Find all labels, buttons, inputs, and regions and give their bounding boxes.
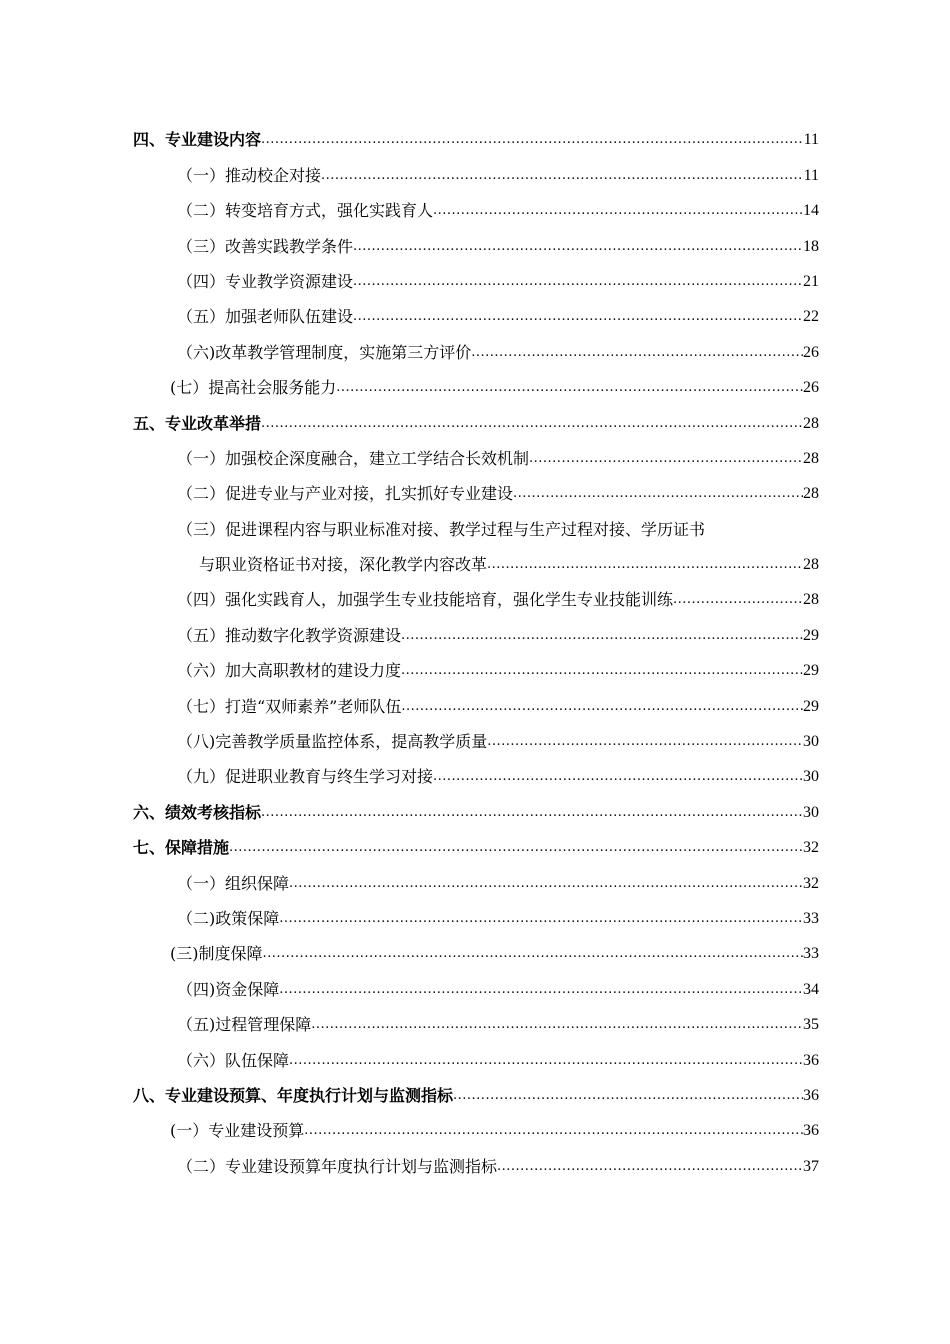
toc-page-number: 36 bbox=[803, 1086, 819, 1104]
dot-leader bbox=[453, 1086, 803, 1112]
dot-leader bbox=[279, 980, 803, 1006]
toc-page-number: 28 bbox=[803, 556, 819, 574]
toc-page-number: 11 bbox=[803, 131, 819, 149]
toc-section-entry[interactable] bbox=[133, 616, 819, 651]
toc-section-entry[interactable] bbox=[133, 652, 819, 687]
toc-page-number: 28 bbox=[803, 414, 819, 432]
toc-entry-title: 六、绩效考核指标 bbox=[133, 802, 262, 822]
dot-leader bbox=[487, 555, 803, 581]
toc-section-entry[interactable] bbox=[133, 298, 819, 333]
dot-leader bbox=[321, 166, 804, 192]
toc-entry-title: 七、保障措施 bbox=[133, 838, 230, 858]
toc-entry-title: （五)过程管理保障 bbox=[177, 1015, 312, 1035]
toc-page-number: 26 bbox=[803, 343, 819, 361]
toc-page-number: 22 bbox=[803, 308, 819, 326]
toc-entry-title: 八、专业建设预算、年度执行计划与监测指标 bbox=[133, 1085, 454, 1105]
table-of-contents bbox=[133, 121, 819, 1183]
toc-page-number: 33 bbox=[803, 909, 819, 927]
dot-leader bbox=[513, 484, 803, 510]
toc-section-entry[interactable] bbox=[133, 723, 819, 758]
toc-entry-title: （九）促进职业教育与终生学习对接 bbox=[177, 767, 434, 787]
toc-entry-title: （六)改革教学管理制度，实施第三方评价 bbox=[177, 342, 472, 362]
toc-page-number: 29 bbox=[803, 697, 819, 715]
toc-section-entry[interactable] bbox=[133, 1006, 819, 1041]
toc-page-number: 14 bbox=[803, 202, 819, 220]
toc-section-entry[interactable] bbox=[133, 475, 819, 510]
toc-entry-title: 五、专业改革举措 bbox=[133, 413, 262, 433]
toc-page-number: 28 bbox=[803, 591, 819, 609]
toc-page-number: 30 bbox=[803, 733, 819, 751]
toc-page-number: 32 bbox=[803, 874, 819, 892]
toc-entry-title: （一）组织保障 bbox=[177, 873, 290, 893]
dot-leader bbox=[401, 626, 803, 652]
toc-section-entry[interactable] bbox=[133, 369, 819, 404]
dot-leader bbox=[263, 944, 804, 970]
toc-page-number: 28 bbox=[803, 449, 819, 467]
dot-leader bbox=[497, 1157, 803, 1183]
toc-entry-title: （四）强化实践育人，加强学生专业技能培育，强化学生专业技能训练 bbox=[177, 590, 674, 610]
dot-leader bbox=[487, 732, 803, 758]
toc-page-number: 18 bbox=[803, 237, 819, 255]
toc-page-number: 29 bbox=[803, 626, 819, 644]
toc-section-entry[interactable] bbox=[133, 510, 819, 545]
toc-entry-title: （五）推动数字化教学资源建设 bbox=[177, 625, 402, 645]
toc-section-entry[interactable] bbox=[133, 192, 819, 227]
dot-leader bbox=[304, 1121, 803, 1147]
toc-section-entry[interactable] bbox=[133, 227, 819, 262]
toc-entry-title: （六）加大高职教材的建设力度 bbox=[177, 661, 402, 681]
toc-section-entry[interactable] bbox=[133, 1112, 819, 1147]
toc-entry-title: (七）提高社会服务能力 bbox=[170, 378, 337, 398]
dot-leader bbox=[433, 767, 803, 793]
dot-leader bbox=[261, 803, 803, 829]
toc-page-number: 29 bbox=[803, 662, 819, 680]
toc-section-entry[interactable] bbox=[133, 935, 819, 970]
toc-page-number: 21 bbox=[803, 272, 819, 290]
toc-entry-title: （三）促进课程内容与职业标准对接、教学过程与生产过程对接、学历证书 bbox=[177, 519, 706, 539]
toc-page-number: 11 bbox=[803, 166, 819, 184]
toc-entry-title: (一）专业建设预算 bbox=[170, 1121, 305, 1141]
dot-leader bbox=[433, 201, 803, 227]
toc-chapter-entry[interactable] bbox=[133, 793, 819, 828]
dot-leader bbox=[353, 237, 803, 263]
toc-page-number: 28 bbox=[803, 485, 819, 503]
toc-page-number: 26 bbox=[803, 379, 819, 397]
toc-entry-title: （一）加强校企深度融合，建立工学结合长效机制 bbox=[177, 448, 530, 468]
dot-leader bbox=[471, 343, 803, 369]
toc-page-number: 35 bbox=[803, 1016, 819, 1034]
toc-entry-title: （二）促进专业与产业对接，扎实抓好专业建设 bbox=[177, 484, 514, 504]
toc-page-number: 30 bbox=[803, 768, 819, 786]
toc-page-number: 36 bbox=[803, 1051, 819, 1069]
toc-entry-title: (三)制度保障 bbox=[170, 944, 263, 964]
toc-section-entry[interactable] bbox=[133, 440, 819, 475]
toc-entry-title: （八)完善教学质量监控体系，提高教学质量 bbox=[177, 732, 488, 752]
toc-section-entry[interactable] bbox=[133, 758, 819, 793]
dot-leader bbox=[529, 449, 803, 475]
toc-entry-title: （四)资金保障 bbox=[177, 979, 280, 999]
toc-entry-title: （六）队伍保障 bbox=[177, 1050, 290, 1070]
toc-section-entry[interactable] bbox=[133, 1041, 819, 1076]
dot-leader bbox=[229, 838, 803, 864]
dot-leader bbox=[279, 909, 803, 935]
toc-section-entry[interactable] bbox=[133, 263, 819, 298]
dot-leader bbox=[336, 378, 803, 404]
toc-section-entry[interactable] bbox=[133, 687, 819, 722]
toc-page-number: 30 bbox=[803, 803, 819, 821]
dot-leader bbox=[289, 1051, 803, 1077]
dot-leader bbox=[353, 272, 803, 298]
toc-chapter-entry[interactable] bbox=[133, 404, 819, 439]
toc-entry-title: （五）加强老师队伍建设 bbox=[177, 307, 354, 327]
toc-entry-title: （一）推动校企对接 bbox=[177, 165, 322, 185]
dot-leader bbox=[261, 414, 803, 440]
dot-leader bbox=[401, 697, 803, 723]
toc-entry-title: （二）转变培育方式，强化实践育人 bbox=[177, 201, 434, 221]
toc-section-entry[interactable] bbox=[133, 156, 819, 191]
toc-entry-title: （七）打造“双师素养”老师队伍 bbox=[177, 696, 402, 716]
toc-entry-title: （二）专业建设预算年度执行计划与监测指标 bbox=[177, 1156, 498, 1176]
toc-entry-title: 与职业资格证书对接，深化教学内容改革 bbox=[199, 555, 488, 575]
toc-entry-title: （四）专业教学资源建设 bbox=[177, 271, 354, 291]
toc-chapter-entry[interactable] bbox=[133, 1077, 819, 1112]
toc-page-number: 34 bbox=[803, 980, 819, 998]
dot-leader bbox=[673, 590, 803, 616]
toc-page-number: 33 bbox=[803, 945, 819, 963]
dot-leader bbox=[401, 661, 803, 687]
toc-page-number: 37 bbox=[803, 1157, 819, 1175]
toc-page-number: 32 bbox=[803, 839, 819, 857]
dot-leader bbox=[289, 874, 803, 900]
toc-section-entry[interactable] bbox=[133, 581, 819, 616]
toc-chapter-entry[interactable] bbox=[133, 121, 819, 156]
dot-leader bbox=[311, 1015, 803, 1041]
toc-section-entry[interactable] bbox=[133, 970, 819, 1005]
dot-leader bbox=[261, 130, 804, 156]
toc-page-number: 36 bbox=[803, 1122, 819, 1140]
toc-entry-title: （三）改善实践教学条件 bbox=[177, 236, 354, 256]
toc-section-entry[interactable] bbox=[133, 900, 819, 935]
toc-entry-title: （二)政策保障 bbox=[177, 908, 280, 928]
toc-section-entry[interactable] bbox=[133, 864, 819, 899]
toc-entry-title: 四、专业建设内容 bbox=[133, 130, 262, 150]
toc-section-entry[interactable] bbox=[133, 1147, 819, 1182]
toc-section-entry[interactable] bbox=[133, 546, 819, 581]
toc-section-entry[interactable] bbox=[133, 333, 819, 368]
toc-chapter-entry[interactable] bbox=[133, 829, 819, 864]
dot-leader bbox=[353, 307, 803, 333]
